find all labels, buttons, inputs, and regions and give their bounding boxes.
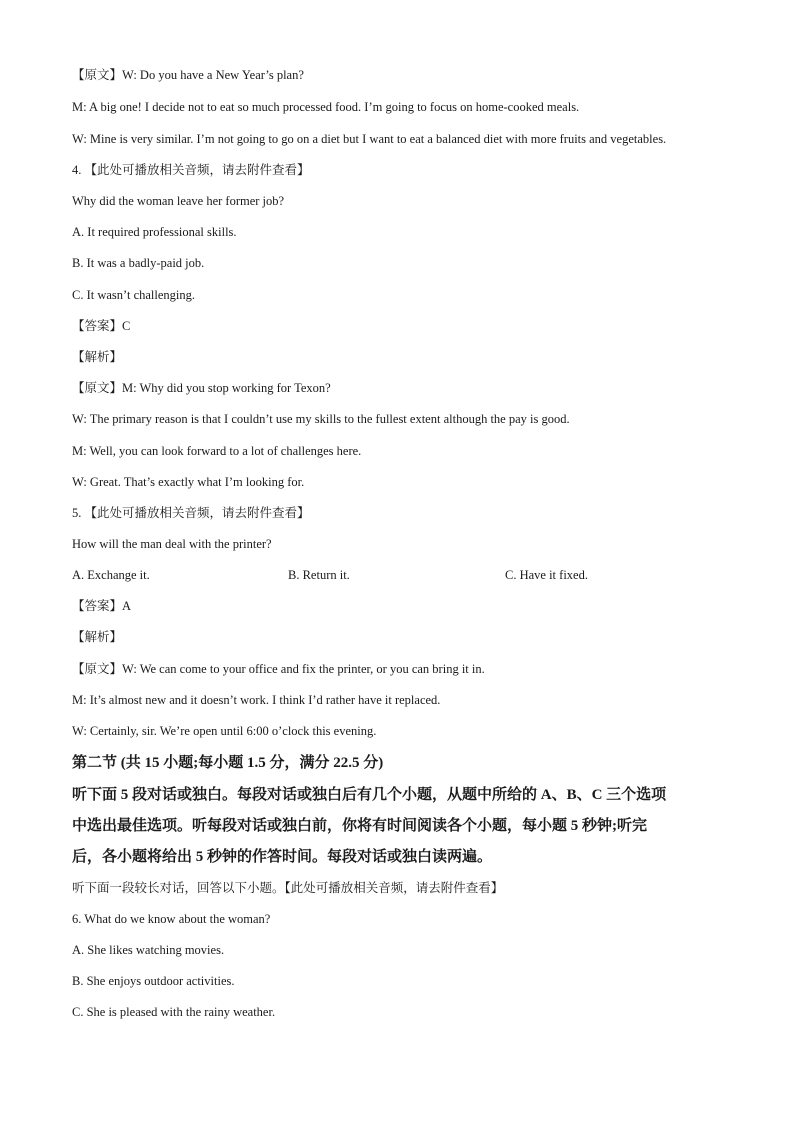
q3-script-line-2: M: A big one! I decide not to eat so much processed food. I’m going to focus on home-cooked meals. [72,100,580,114]
q6-question: 6. What do we know about the woman? [72,912,271,926]
q6-option-a: A. She likes watching movies. [72,943,225,957]
q5-script-line-1: 【原文】W: We can come to your office and fix the printer, or you can bring it in. [72,662,485,676]
q4-question: Why did the woman leave her former job? [72,194,285,208]
q6-option-b: B. She enjoys outdoor activities. [72,974,235,988]
q5-option-c: C. Have it fixed. [505,568,588,582]
q4-option-c: C. It wasn’t challenging. [72,288,196,302]
q4-script-line-1: 【原文】M: Why did you stop working for Texon? [72,381,331,395]
q3-script-line-3: W: Mine is very similar. I’m not going to go on a diet but I want to eat a balanced diet with more fruits and vegetables. [72,132,667,146]
q4-script-line-3: M: Well, you can look forward to a lot of challenges here. [72,444,362,458]
q4-script-line-4: W: Great. That’s exactly what I’m looking for. [72,475,305,489]
section2-instruction-line-3: 后，各小题将给出 5 秒钟的作答时间。每段对话或独白读两遍。 [72,849,493,865]
q5-header: 5. 【此处可播放相关音频，请去附件查看】 [72,506,310,520]
q6-option-c: C. She is pleased with the rainy weather. [72,1005,276,1019]
q5-option-b: B. Return it. [288,568,350,582]
q5-question: How will the man deal with the printer? [72,537,272,551]
q4-option-a: A. It required professional skills. [72,225,237,239]
q4-script-line-2: W: The primary reason is that I couldn’t use my skills to the fullest extent although the pay is good. [72,412,570,426]
section2-title: 第二节 (共 15 小题;每小题 1.5 分，满分 22.5 分) [72,755,384,771]
q4-header: 4. 【此处可播放相关音频，请去附件查看】 [72,163,310,177]
q5-answer: 【答案】A [72,599,132,613]
q5-script-line-3: W: Certainly, sir. We’re open until 6:00 o’clock this evening. [72,724,377,738]
q5-script-line-2: M: It’s almost new and it doesn’t work. I think I’d rather have it replaced. [72,693,441,707]
section2-instruction-line-1: 听下面 5 段对话或独白。每段对话或独白后有几个小题，从题中所给的 A、B、C 三个选项 [72,787,667,803]
q5-analysis-label: 【解析】 [72,630,123,644]
q3-script-line-1: 【原文】W: Do you have a New Year’s plan? [72,68,304,82]
q4-analysis-label: 【解析】 [72,350,123,364]
q5-option-a: A. Exchange it. [72,568,150,582]
q4-answer: 【答案】C [72,319,131,333]
section2-intro: 听下面一段较长对话，回答以下小题。【此处可播放相关音频，请去附件查看】 [72,881,504,895]
section2-instruction-line-2: 中选出最佳选项。听每段对话或独白前，你将有时间阅读各个小题，每小题 5 秒钟;听完 [72,818,647,834]
q4-option-b: B. It was a badly-paid job. [72,256,205,270]
